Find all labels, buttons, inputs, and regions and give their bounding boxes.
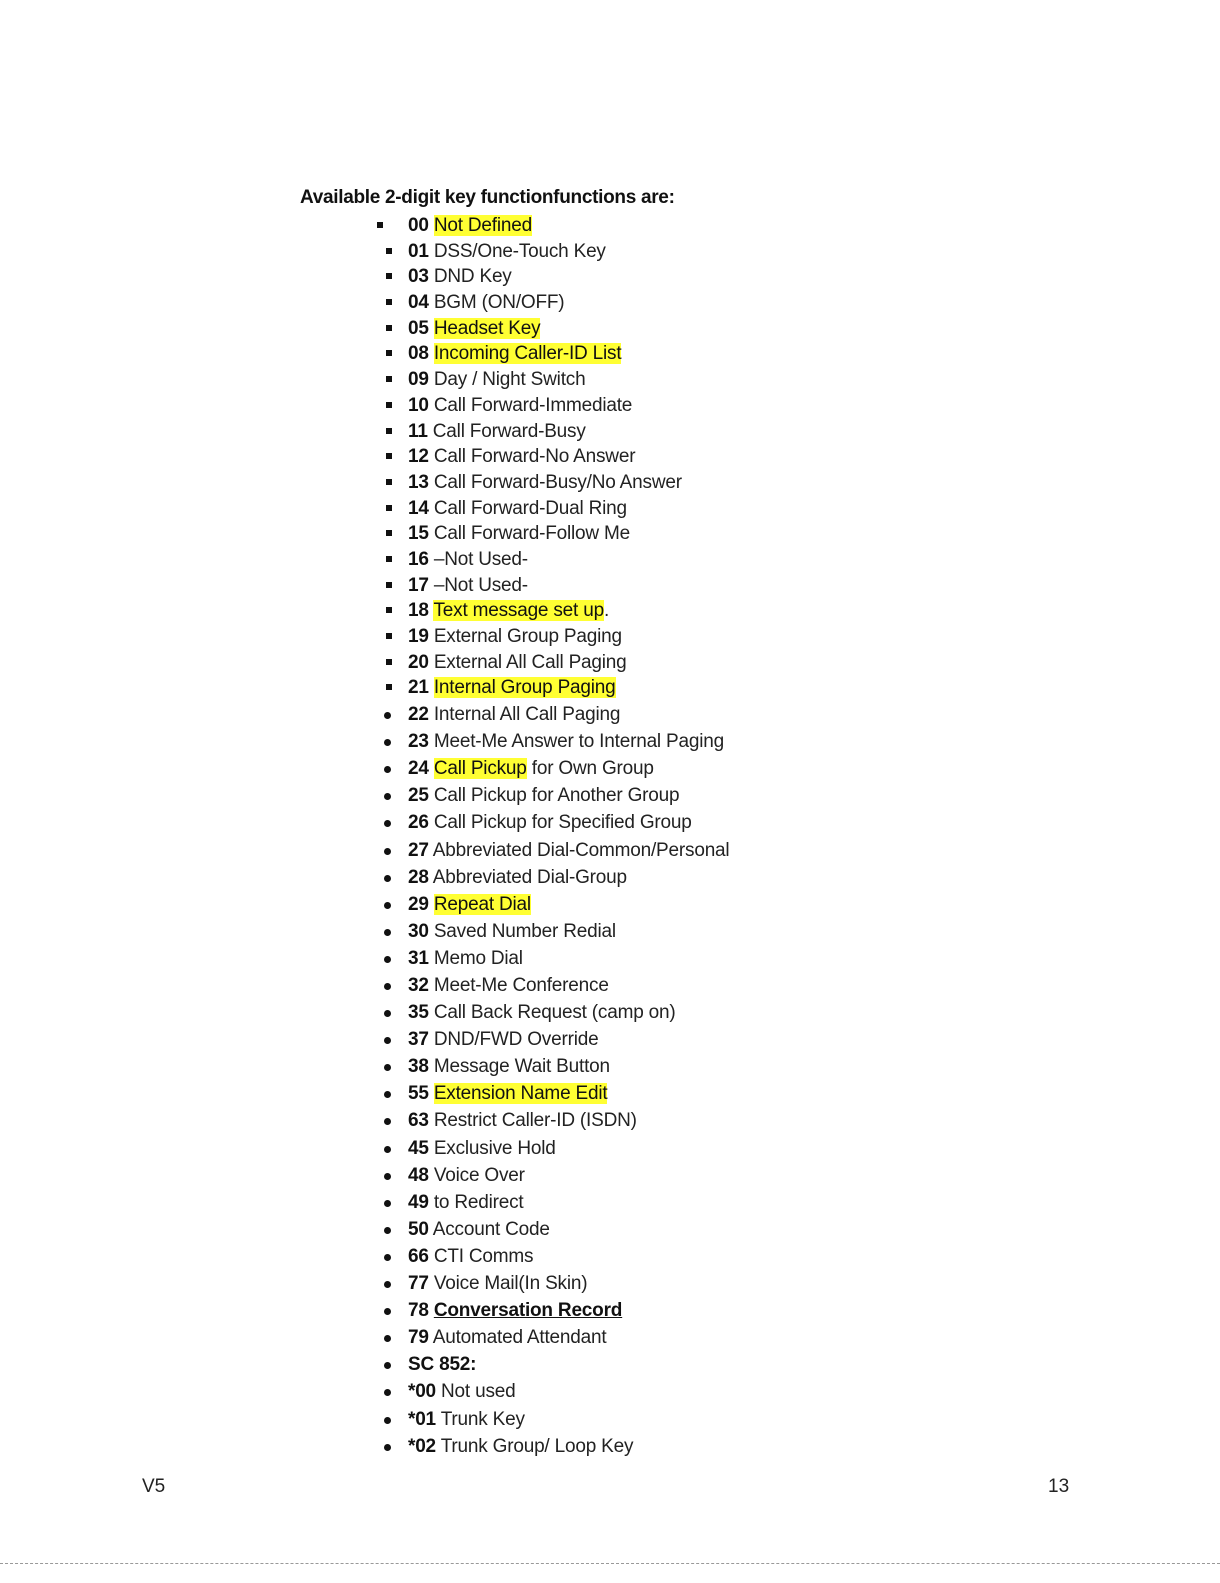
function-code: SC 852: xyxy=(408,1354,477,1376)
item-content xyxy=(408,999,676,1026)
function-label: Message Wait Button xyxy=(433,1056,610,1078)
function-code: *01 xyxy=(408,1408,436,1430)
function-label: External All Call Paging xyxy=(433,651,627,673)
function-code: 48 xyxy=(408,1164,429,1186)
item-content xyxy=(408,1216,550,1243)
function-label: Saved Number Redial xyxy=(433,920,616,942)
function-code: 00 xyxy=(408,215,429,236)
item-content xyxy=(408,650,627,675)
function-label: Abbreviated Dial-Common/Personal xyxy=(432,839,730,861)
function-label: Automated Attendant xyxy=(432,1327,607,1349)
function-code: 78 xyxy=(408,1300,429,1322)
function-code: 26 xyxy=(408,812,429,834)
function-code: 23 xyxy=(408,731,429,753)
function-label: Restrict Caller-ID (ISDN) xyxy=(433,1110,637,1132)
function-code: 30 xyxy=(408,920,429,942)
function-code: 19 xyxy=(408,626,429,647)
function-label: Call Back Request (camp on) xyxy=(433,1002,676,1024)
item-content xyxy=(408,1351,476,1378)
function-label: Memo Dial xyxy=(433,947,523,969)
item-content xyxy=(408,239,606,264)
function-code: 03 xyxy=(408,266,429,288)
function-label: Voice Mail(In Skin) xyxy=(433,1273,588,1295)
item-content xyxy=(408,1378,515,1405)
function-code: 09 xyxy=(408,369,429,391)
highlighted-label: Repeat Dial xyxy=(433,893,531,915)
function-code: 15 xyxy=(408,523,429,545)
function-code: 50 xyxy=(408,1218,429,1240)
page-divider xyxy=(0,1563,1220,1564)
function-code: 37 xyxy=(408,1029,429,1051)
function-label: Voice Over xyxy=(433,1164,525,1186)
function-code: *00 xyxy=(408,1381,436,1403)
function-code: 18 xyxy=(408,600,429,622)
function-code: 24 xyxy=(408,758,429,780)
function-code: 45 xyxy=(408,1137,429,1159)
function-label: External Group Paging xyxy=(433,626,622,647)
function-label: Not used xyxy=(441,1381,516,1403)
function-label: Exclusive Hold xyxy=(433,1137,556,1159)
highlighted-label: Internal Group Paging xyxy=(433,677,616,699)
function-label: DND Key xyxy=(433,266,512,288)
function-code: 77 xyxy=(408,1273,429,1295)
highlighted-label: Headset Key xyxy=(433,317,541,339)
item-content xyxy=(408,1080,607,1107)
function-code: 05 xyxy=(408,317,429,339)
item-content xyxy=(408,864,627,891)
item-content xyxy=(408,918,616,945)
item-content xyxy=(408,367,585,392)
function-label: BGM (ON/OFF) xyxy=(433,292,565,314)
function-label: Call Pickup for Another Group xyxy=(433,785,680,807)
item-content xyxy=(408,598,609,623)
function-label: –Not Used- xyxy=(433,548,528,570)
item-content xyxy=(408,1297,622,1324)
function-code: *02 xyxy=(408,1435,436,1457)
item-content xyxy=(408,444,635,469)
function-code: 21 xyxy=(408,677,429,699)
item-content xyxy=(408,1270,587,1297)
item-content xyxy=(408,316,540,341)
function-code: 14 xyxy=(408,497,429,519)
function-label: Call Forward-Busy/No Answer xyxy=(433,471,682,493)
function-code: 08 xyxy=(408,343,429,365)
function-code: 31 xyxy=(408,947,429,969)
function-code: 25 xyxy=(408,785,429,807)
function-code: 32 xyxy=(408,975,429,996)
function-label: Meet-Me Conference xyxy=(433,975,609,996)
item-content xyxy=(408,624,622,649)
item-content xyxy=(408,1053,610,1080)
item-content xyxy=(408,809,692,836)
highlighted-label: Call Pickup xyxy=(433,758,527,780)
item-content xyxy=(408,701,620,728)
function-code: 49 xyxy=(408,1191,429,1213)
item-content xyxy=(408,213,532,238)
function-code: 28 xyxy=(408,866,429,888)
section-heading: Available 2-digit key functionfunctions are: xyxy=(300,187,675,208)
item-content xyxy=(408,1243,533,1270)
function-label: DSS/One-Touch Key xyxy=(433,240,606,262)
item-content xyxy=(408,728,724,755)
function-label: Meet-Me Answer to Internal Paging xyxy=(433,731,724,753)
item-content xyxy=(408,782,679,809)
item-content xyxy=(408,419,586,444)
function-code: 01 xyxy=(408,240,429,262)
item-content xyxy=(408,573,528,598)
function-label: Call Forward-No Answer xyxy=(433,446,636,468)
function-code: 79 xyxy=(408,1327,429,1349)
function-label: Call Pickup for Specified Group xyxy=(433,812,692,834)
item-content xyxy=(408,470,682,495)
function-label: Internal All Call Paging xyxy=(433,704,621,726)
item-content xyxy=(408,341,621,366)
item-content xyxy=(408,1324,606,1351)
item-content xyxy=(408,675,616,700)
function-label: Abbreviated Dial-Group xyxy=(432,866,627,888)
function-code: 17 xyxy=(408,574,429,596)
function-code: 20 xyxy=(408,651,429,673)
item-content xyxy=(408,1433,633,1460)
item-content xyxy=(408,945,523,972)
function-label: CTI Comms xyxy=(433,1245,534,1267)
function-code: 04 xyxy=(408,292,429,314)
function-code: 27 xyxy=(408,839,429,861)
underlined-label: Conversation Record xyxy=(433,1300,623,1322)
item-content xyxy=(408,393,632,418)
highlighted-label: Text message set up xyxy=(433,600,604,622)
function-label: DND/FWD Override xyxy=(433,1029,599,1051)
function-code: 55 xyxy=(408,1083,429,1105)
function-label: Trunk Key xyxy=(440,1408,525,1430)
item-content xyxy=(408,837,729,864)
function-code: 29 xyxy=(408,893,429,915)
highlighted-label: Incoming Caller-ID List xyxy=(433,343,622,365)
item-content xyxy=(408,891,531,918)
item-content xyxy=(408,1026,598,1053)
item-content xyxy=(408,264,512,289)
function-label: Account Code xyxy=(432,1218,550,1240)
function-code: 13 xyxy=(408,471,429,493)
item-content xyxy=(408,972,609,999)
function-label: Call Forward-Busy xyxy=(432,420,586,442)
function-label: Call Forward-Follow Me xyxy=(433,523,631,545)
item-content xyxy=(408,547,528,572)
function-label: to Redirect xyxy=(433,1191,524,1213)
item-content xyxy=(408,755,654,782)
function-label-suffix: for Own Group xyxy=(526,758,654,780)
function-label: Call Forward-Dual Ring xyxy=(433,497,627,519)
item-content xyxy=(408,1135,556,1162)
highlighted-label: Not Defined xyxy=(433,215,532,236)
highlighted-label: Extension Name Edit xyxy=(433,1083,608,1105)
function-code: 22 xyxy=(408,704,429,726)
item-content xyxy=(408,1162,525,1189)
function-code: 10 xyxy=(408,394,429,416)
item-content xyxy=(408,1406,525,1433)
function-label: Trunk Group/ Loop Key xyxy=(440,1435,634,1457)
function-code: 35 xyxy=(408,1002,429,1024)
function-code: 38 xyxy=(408,1056,429,1078)
item-content xyxy=(408,290,564,315)
function-code: 16 xyxy=(408,548,429,570)
footer-page-number: 13 xyxy=(1048,1476,1070,1497)
function-label-suffix: . xyxy=(603,600,610,622)
footer-version: V5 xyxy=(142,1476,166,1497)
function-code: 66 xyxy=(408,1245,429,1267)
function-label: –Not Used- xyxy=(433,574,528,596)
item-content xyxy=(408,1189,524,1216)
function-label: Call Forward-Immediate xyxy=(433,394,633,416)
item-content xyxy=(408,496,627,521)
item-content xyxy=(408,521,630,546)
function-code: 11 xyxy=(408,420,428,442)
function-label: Day / Night Switch xyxy=(433,369,586,391)
function-code: 12 xyxy=(408,446,429,468)
function-code: 63 xyxy=(408,1110,429,1132)
item-content xyxy=(408,1107,637,1134)
